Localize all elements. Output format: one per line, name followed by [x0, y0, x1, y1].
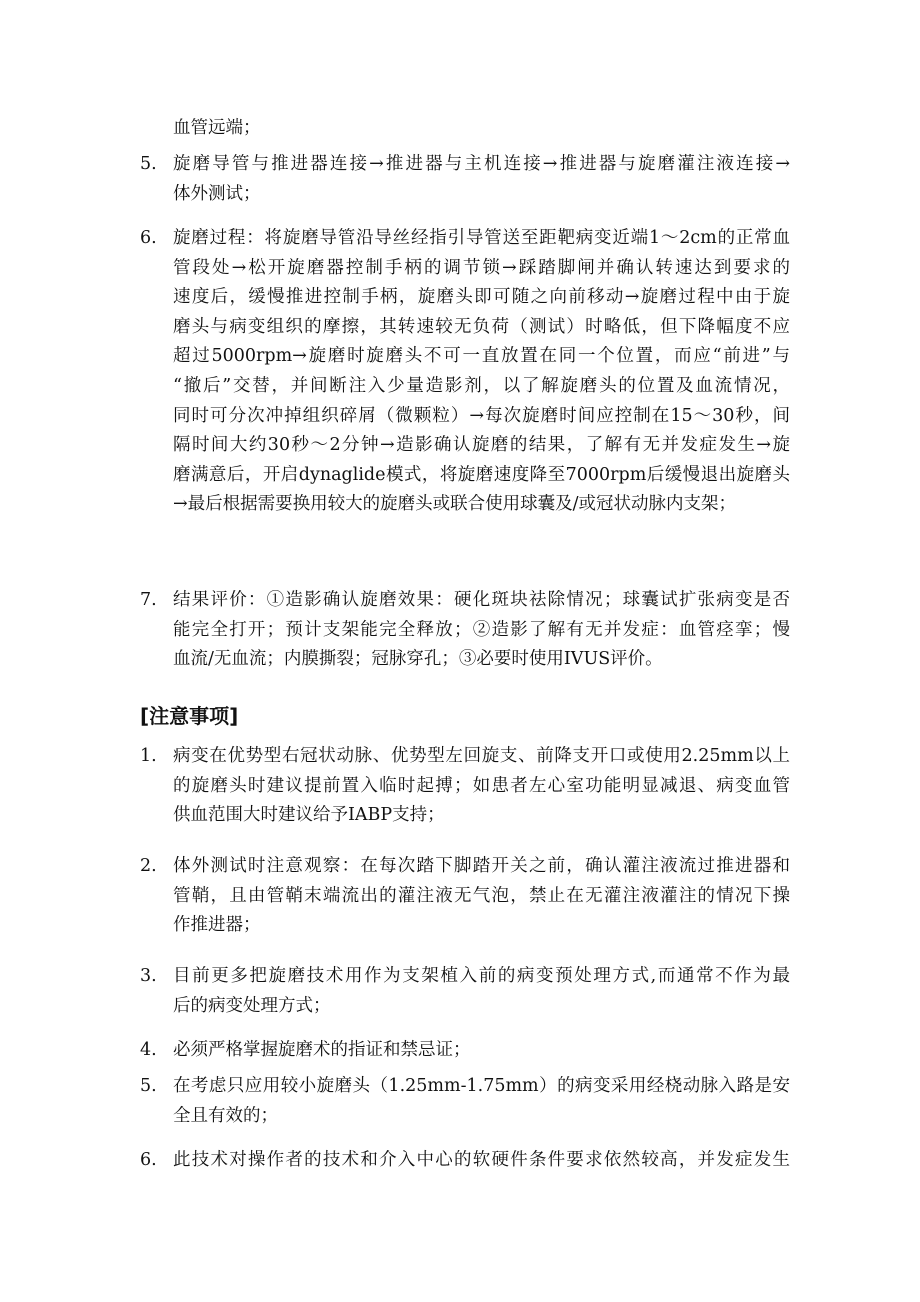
- item-number: 3.: [140, 966, 157, 986]
- list-item-7: [140, 586, 790, 675]
- item-number: 5.: [140, 1076, 157, 1096]
- text-line: 血管远端；: [173, 118, 261, 138]
- item-number: 7.: [140, 590, 157, 610]
- text-line: 作推进器；: [173, 915, 261, 936]
- list-item-continuation: [140, 114, 790, 144]
- text-line: 此技术对操作者的技术和介入中心的软硬件条件要求依然较高，并发症发生: [173, 1150, 790, 1170]
- text-line: 超过5000rpm→旋磨时旋磨头不可一直放置在同一个位置，而应“前进”与: [173, 346, 790, 367]
- text-line: →最后根据需要换用较大的旋磨头或联合使用球囊及/或冠状动脉内支架；: [173, 494, 737, 515]
- text-line: 目前更多把旋磨技术用作为支架植入前的病变预处理方式,而通常不作为最: [173, 966, 790, 986]
- text-line: 体外测试；: [173, 183, 261, 204]
- section-heading: [注意事项]: [140, 704, 239, 728]
- text-line: 后的病变处理方式；: [173, 995, 331, 1016]
- text-line: 同时可分次冲掉组织碎屑（微颗粒）→每次旋磨时间应控制在15～30秒，间: [173, 405, 790, 426]
- text-line: 血流/无血流；内膜撕裂；冠脉穿孔；③必要时使用IVUS评价。: [173, 649, 663, 670]
- list-item-5: [140, 150, 790, 209]
- note-item-6: [140, 1146, 790, 1176]
- item-number: 6.: [140, 1150, 157, 1170]
- item-number: 6.: [140, 228, 157, 248]
- note-item-2: [140, 852, 790, 941]
- text-line: 在考虑只应用较小旋磨头（1.25mm-1.75mm）的病变采用经桡动脉入路是安: [173, 1076, 790, 1096]
- text-line: 磨满意后，开启dynaglide模式，将旋磨速度降至7000rpm后缓慢退出旋磨头: [173, 464, 790, 485]
- text-line: 磨头与病变组织的摩擦，其转速较无负荷（测试）时略低，但下降幅度不应: [173, 316, 790, 337]
- item-number: 5.: [140, 154, 157, 174]
- text-line: 管鞘，且由管鞘末端流出的灌注液无气泡，禁止在无灌注液灌注的情况下操: [173, 885, 790, 906]
- text-line: 旋磨过程：将旋磨导管沿导丝经指引导管送至距靶病变近端1～2cm的正常血: [173, 228, 790, 248]
- item-number: 1.: [140, 746, 157, 766]
- text-line: 全且有效的；: [173, 1105, 278, 1126]
- list-item-6: [140, 224, 790, 520]
- item-number: 2.: [140, 856, 157, 876]
- note-item-4: [140, 1036, 790, 1066]
- note-item-3: [140, 962, 790, 1021]
- text-line: 病变在优势型右冠状动脉、优势型左回旋支、前降支开口或使用2.25mm以上: [173, 746, 790, 766]
- text-line: 供血范围大时建议给予IABP支持；: [173, 805, 445, 826]
- item-number: 4.: [140, 1040, 157, 1060]
- text-line: 体外测试时注意观察：在每次踏下脚踏开关之前，确认灌注液流过推进器和: [173, 856, 790, 876]
- text-line: 能完全打开；预计支架能完全释放；②造影了解有无并发症：血管痉挛；慢: [173, 619, 790, 640]
- text-line: 旋磨导管与推进器连接→推进器与主机连接→推进器与旋磨灌注液连接→: [173, 154, 790, 174]
- text-line: 隔时间大约30秒～2分钟→造影确认旋磨的结果，了解有无并发症发生→旋: [173, 435, 790, 456]
- text-line: 速度后，缓慢推进控制手柄，旋磨头即可随之向前移动→旋磨过程中由于旋: [173, 287, 790, 308]
- text-line: 结果评价：①造影确认旋磨效果：硬化斑块祛除情况；球囊试扩张病变是否: [173, 590, 790, 610]
- text-line: “撤后”交替，并间断注入少量造影剂，以了解旋磨头的位置及血流情况，: [173, 375, 790, 396]
- text-line: 的旋磨头时建议提前置入临时起搏；如患者左心室功能明显减退、病变血管: [173, 775, 790, 796]
- note-item-1: [140, 742, 790, 831]
- text-line: 必须严格掌握旋磨术的指证和禁忌证；: [173, 1040, 471, 1060]
- note-item-5: [140, 1072, 790, 1131]
- text-line: 管段处→松开旋磨器控制手柄的调节锁→踩踏脚闸并确认转速达到要求的: [173, 257, 790, 278]
